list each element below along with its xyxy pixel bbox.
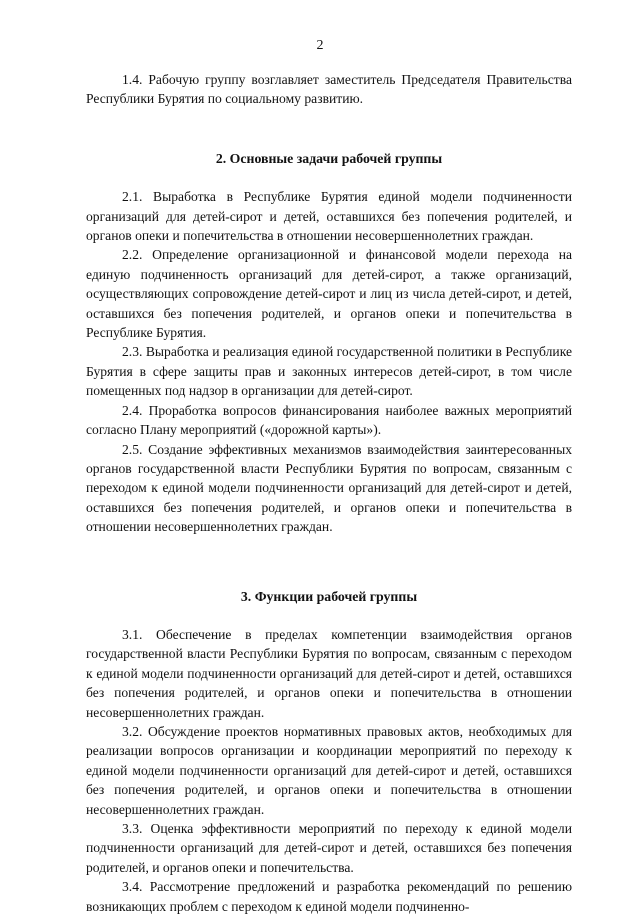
paragraph-3-2: 3.2. Обсуждение проектов нормативных правовых актов, необходимых для реализации вопросов организации и координации мероприятий по переходу к единой модели подчиненности организаций для детей-сирот и детей, оставшихся без попечения родителей, и органов опеки и попечительства в отношении несовершеннолетних граждан. <box>86 723 572 817</box>
paragraph-2-4: 2.4. Проработка вопросов финансирования наиболее важных мероприятий согласно Плану мероприятий («дорожной карты»). <box>86 402 572 438</box>
paragraph-3-3: 3.3. Оценка эффективности мероприятий по переходу к единой модели подчиненности организаций для детей-сирот и детей, оставшихся без попечения родителей, и органов опеки и попечительства. <box>86 821 572 875</box>
section-2-heading: 2. Основные задачи рабочей группы <box>215 150 443 166</box>
paragraph-1-4: 1.4. Рабочую группу возглавляет заместитель Председателя Правительства Республики Бурятия по социальному развитию. <box>86 72 572 107</box>
page-number: 2 <box>316 38 324 53</box>
paragraph-3-4: 3.4. Рассмотрение предложений и разработка рекомендаций по решению возникающих проблем с переходом к единой модели подчиненно- <box>86 879 572 914</box>
section-3-heading: 3. Функции рабочей группы <box>240 588 418 604</box>
document-body <box>86 70 572 916</box>
paragraph-2-1: 2.1. Выработка в Республике Бурятия единой модели подчиненности организаций для детей-сирот и детей, оставшихся без попечения родителей, и органов опеки и попечительства в отношении несовершеннолетних граждан. <box>86 189 572 244</box>
paragraph-2-2: 2.2. Определение организационной и финансовой модели перехода на единую подчиненность организаций для детей-сирот, а также организаций, осуществляющих сопровождение детей-сирот и лиц из числа детей-сирот, и детей, оставшихся без попечения родителей, и органов опеки и попечительства в Республике Бурятия. <box>86 247 572 341</box>
paragraph-3-1: 3.1. Обеспечение в пределах компетенции взаимодействия органов государственной власти Республики Бурятия по вопросам, связанным с переходом к единой модели подчиненности организаций для детей-сирот и детей, оставшихся без попечения родителей, и органов опеки и попечительства в отношении несовершеннолетних граждан. <box>86 626 572 720</box>
paragraph-2-5: 2.5. Создание эффективных механизмов взаимодействия заинтересованных органов государственной власти Республики Бурятия по вопросам, связанным с переходом к единой модели подчиненности организаций для детей-сирот и детей, оставшихся без попечения родителей, и органов опеки и попечительства в отношении несовершеннолетних граждан. <box>86 441 572 535</box>
paragraph-2-3: 2.3. Выработка и реализация единой государственной политики в Республике Бурятия в сфере защиты прав и законных интересов детей-сирот, в том числе помещенных под надзор в организации для детей-сирот. <box>86 344 572 399</box>
